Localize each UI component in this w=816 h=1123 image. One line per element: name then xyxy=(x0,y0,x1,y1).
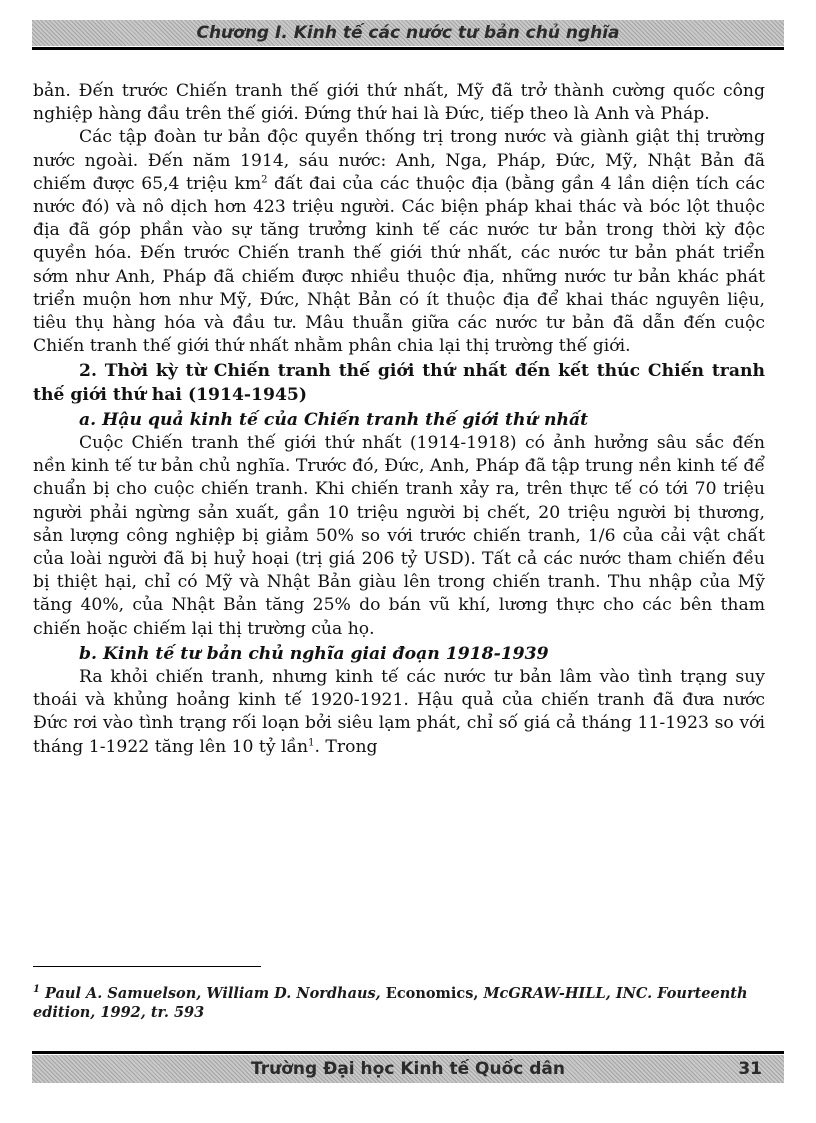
superscript-2: 2 xyxy=(261,174,268,186)
footnote-authors: Paul A. Samuelson, William D. Nordhaus, xyxy=(39,985,386,1002)
page-number: 31 xyxy=(738,1059,762,1079)
chapter-header xyxy=(32,20,784,46)
footnote-publisher: McGRAW-HILL, INC. Fourteenth edition, 1992, tr. 593 xyxy=(33,985,748,1021)
footnote-work: Economics, xyxy=(385,985,484,1002)
section-heading: 2. Thời kỳ từ Chiến tranh thế giới thứ nhất đến kết thúc Chiến tranh thế giới thứ hai (1914-1945) xyxy=(33,361,765,405)
paragraph-postwar: Ra khỏi chiến tranh, nhưng kinh tế các nước tư bản lâm vào tình trạng suy thoái và khủng hoảng kinh tế 1920-1921. Hậu quả của chiến tranh đã đưa nước Đức rơi vào tình trạng rối loạn bởi siêu lạm phát, chỉ số giá cả tháng 11-1923 so với tháng 1-1922 tăng lên 10 tỷ lần$^1$. Trong xyxy=(33,667,765,757)
footnote-rule xyxy=(33,966,261,967)
footer-institution: Trường Đại học Kinh tế Quốc dân xyxy=(251,1059,565,1079)
paragraph-colonies: Các tập đoàn tư bản độc quyền thống trị trong nước và giành giật thị trường nước ngoài. Đến năm 1914, sáu nước: Anh, Nga, Pháp, Đức, Mỹ, Nhật Bản đã chiếm được 65,4 triệu $km^2$ đất đai của các thuộc địa (bằng gần 4 lần diện tích các nước đó) và nô dịch hơn 423 triệu người. Các biện pháp khai thác và bóc lột thuộc địa đã góp phần vào sự tăng trưởng kinh tế các nước tư bản trong thời kỳ độc quyền hóa. Đến trước Chiến tranh thế giới thứ nhất, các nước tư bản phát triển sớm như Anh, Pháp đã chiếm được nhiều thuộc địa, những nước tư bản khác phát triển muộn hơn như Mỹ, Đức, Nhật Bản có ít thuộc địa để khai thác nguyên liệu, tiêu thụ hàng hóa và đầu tư. Mâu thuẫn giữa các nước tư bản đã dẫn đến cuộc Chiến tranh thế giới thứ nhất nhằm phân chia lại thị trường thế giới. xyxy=(33,127,765,357)
footnote-reference: 1 xyxy=(308,736,315,748)
subheading-a: a. Hậu quả kinh tế của Chiến tranh thế giới thứ nhất xyxy=(79,409,589,430)
subheading-b: b. Kinh tế tư bản chủ nghĩa giai đoạn 1918-1939 xyxy=(79,643,549,664)
page-footer xyxy=(32,1055,784,1083)
footnote-marker: 1 xyxy=(33,984,40,996)
page-body xyxy=(33,80,765,759)
footer-rule xyxy=(32,1051,784,1054)
paragraph-continuation: bản. Đến trước Chiến tranh thế giới thứ nhất, Mỹ đã trở thành cường quốc công nghiệp hàng đầu trên thế giới. Đứng thứ hai là Đức, tiếp theo là Anh và Pháp. xyxy=(33,81,765,125)
header-rule xyxy=(32,47,784,50)
paragraph-war-consequences: Cuộc Chiến tranh thế giới thứ nhất (1914-1918) có ảnh hưởng sâu sắc đến nền kinh tế tư bản chủ nghĩa. Trước đó, Đức, Anh, Pháp đã tập trung nền kinh tế để chuẩn bị cho cuộc chiến tranh. Khi chiến tranh xảy ra, trên thực tế có tới 70 triệu người phải ngừng sản xuất, gần 10 triệu người bị chết, 20 triệu người bị thương, sản lượng công nghiệp bị giảm 50% so với trước chiến tranh, 1/6 của cải vật chất của loài người đã bị huỷ hoại (trị giá 206 tỷ USD). Tất cả các nước tham chiến đều bị thiệt hại, chỉ có Mỹ và Nhật Bản giàu lên trong chiến tranh. Thu nhập của Mỹ tăng 40%, của Nhật Bản tăng 25% do bán vũ khí, lương thực cho các bên tham chiến hoặc chiếm lại thị trường của họ. xyxy=(33,433,765,639)
footnote xyxy=(33,984,773,1022)
chapter-title: Chương I. Kinh tế các nước tư bản chủ nghĩa xyxy=(196,23,620,43)
